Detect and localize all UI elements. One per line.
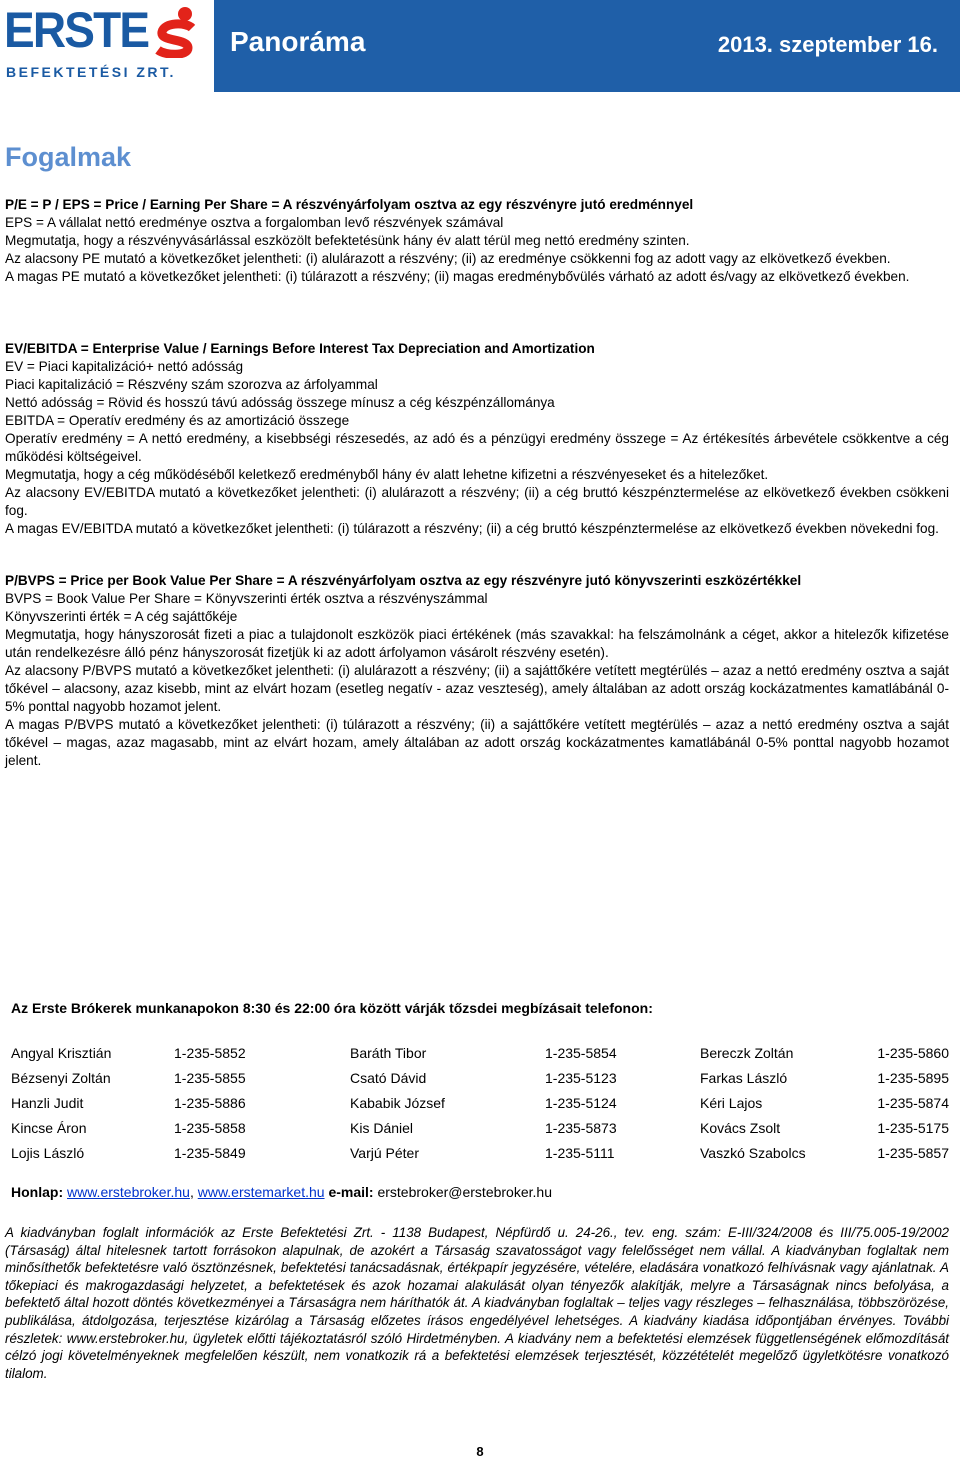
broker-phone: 1-235-5874 bbox=[877, 1095, 949, 1111]
ev-high: A magas EV/EBITDA mutató a következőket jelentheti: (i) túlárazott a részvény; (ii) a cég bruttó készpénztermelése az elkövetkező években növekedni fog. bbox=[5, 521, 939, 536]
header-banner bbox=[214, 0, 960, 92]
page-header bbox=[0, 0, 960, 92]
broker-phone: 1-235-5857 bbox=[877, 1145, 949, 1161]
publication-title: Panoráma bbox=[230, 26, 366, 57]
logo-subtitle: BEFEKTETÉSI ZRT. bbox=[6, 64, 176, 80]
net-debt-line: Nettó adósság = Rövid és hosszú távú adósság összege mínusz a cég készpénzállománya bbox=[5, 395, 555, 410]
erstemarket-link[interactable]: www.erstemarket.hu bbox=[197, 1184, 325, 1200]
broker-name: Hanzli Judit bbox=[11, 1095, 84, 1111]
pe-high: A magas PE mutató a következőket jelentheti: (i) túlárazott a részvény; (ii) magas eredménybővülés várható az adott és/vagy az elkövetkező években. bbox=[5, 269, 910, 284]
broker-name: Kovács Zsolt bbox=[700, 1120, 781, 1136]
pbv-definition: P/BVPS = Price per Book Value Per Share = A részvényárfolyam osztva az egy részvényre jutó könyvszerinti eszközértékkel bbox=[5, 573, 802, 588]
section-title: Fogalmak bbox=[5, 142, 132, 172]
broker-name: Bereczk Zoltán bbox=[700, 1045, 794, 1061]
pbv-high: A magas P/BVPS mutató a következőket jelentheti: (i) túlárazott a részvény; (ii) a sajáttőkére vetített megtérülés – azaz a nettó eredmény osztva a saját tőkével – magas, azaz magasabb, mint az elvárt hozam, amely általában az adott ország kockázatmentes kamatlábánál 0-5% ponttal nagyobb hozamot jelent. bbox=[5, 717, 949, 768]
email-address: erstebroker@erstebroker.hu bbox=[377, 1184, 552, 1200]
broker-name: Baráth Tibor bbox=[350, 1045, 427, 1061]
broker-phone: 1-235-5849 bbox=[174, 1145, 246, 1161]
pbv-low: Az alacsony P/BVPS mutató a következőket jelentheti: (i) alulárazott a részvény; (ii) a sajáttőkére vetített megtérülés – azaz a nettó eredmény osztva a saját tőkével – alacsony, azaz kisebb, mint az elvárt hozam (esetleg negatív - azaz veszteség), amely általában az adott ország kockázatmentes kamatlábánál 0-5% ponttal nagyobb hozamot jelent. bbox=[5, 663, 949, 714]
broker-name: Kincse Áron bbox=[11, 1120, 87, 1136]
broker-contacts bbox=[11, 1000, 949, 1214]
ev-meaning: Megmutatja, hogy a cég működéséből keletkező eredményből hány év alatt lehetne kifizetni a részvényeseket és a hitelezőket. bbox=[5, 467, 769, 482]
broker-phone: 1-235-5873 bbox=[545, 1120, 617, 1136]
ev-line: EV = Piaci kapitalizáció+ nettó adósság bbox=[5, 359, 244, 374]
publication-date: 2013. szeptember 16. bbox=[717, 32, 938, 57]
broker-name: Lojis László bbox=[11, 1145, 85, 1161]
broker-phone: 1-235-5175 bbox=[877, 1120, 949, 1136]
broker-phone: 1-235-5858 bbox=[174, 1120, 246, 1136]
broker-name: Kis Dániel bbox=[350, 1120, 414, 1136]
broker-phone: 1-235-5854 bbox=[545, 1045, 617, 1061]
broker-name: Vaszkó Szabolcs bbox=[700, 1145, 806, 1161]
broker-table bbox=[11, 1044, 949, 1162]
ebitda-line: EBITDA = Operatív eredmény és az amortizáció összege bbox=[5, 413, 350, 428]
erste-s-mark-icon bbox=[152, 6, 198, 58]
page-number: 8 bbox=[476, 1444, 484, 1459]
broker-name: Kababik József bbox=[350, 1095, 445, 1111]
broker-phone: 1-235-5111 bbox=[545, 1145, 615, 1161]
logo-wordmark: ERSTE bbox=[4, 2, 149, 58]
book-value-line: Könyvszerinti érték = A cég sajáttőkéje bbox=[5, 609, 238, 624]
erste-logo bbox=[0, 0, 214, 92]
bvps-line: BVPS = Book Value Per Share = Könyvszerinti érték osztva a részvényszámmal bbox=[5, 591, 488, 606]
broker-phone: 1-235-5124 bbox=[545, 1095, 617, 1111]
pe-low: Az alacsony PE mutató a következőket jelentheti: (i) alulárazott a részvény; (ii) az eredménye csökkenni fog az adott vagy az elkövetkező években. bbox=[5, 251, 891, 266]
broker-title: Az Erste Brókerek munkanapokon 8:30 és 22:00 óra között várják tőzsdei megbízásait telefonon: bbox=[11, 1000, 653, 1016]
email-label: e-mail: bbox=[328, 1184, 374, 1200]
operating-result-line: Operatív eredmény = A nettó eredmény, a kisebbségi részesedés, az adó és a pénzügyi eredmény összege = Az értékesítés árbevétele csökkentve a cég működési költségeivel. bbox=[5, 431, 949, 464]
pbv-meaning: Megmutatja, hogy hányszorosát fizeti a piac a tulajdonolt eszközök piaci értékének (más szavakkal: ha felszámolnánk a céget, akkor a hitelezők kifizetése után rendelkezésre álló pénz hányszorosát fizetjük ki az adott árfolyamon vásárolt részvény esetén). bbox=[5, 627, 949, 660]
homepage-label: Honlap: bbox=[11, 1184, 64, 1200]
broker-name: Farkas László bbox=[700, 1070, 788, 1086]
broker-phone: 1-235-5123 bbox=[545, 1070, 617, 1086]
contact-line bbox=[11, 1184, 949, 1200]
broker-phone: 1-235-5852 bbox=[174, 1045, 246, 1061]
pbv-block bbox=[5, 572, 949, 770]
ev-low: Az alacsony EV/EBITDA mutató a következőket jelentheti: (i) alulárazott a részvény; (ii) a cég bruttó készpénztermelése az elkövetkező években csökkeni fog. bbox=[5, 485, 949, 518]
broker-name: Kéri Lajos bbox=[700, 1095, 763, 1111]
legal-disclaimer: A kiadványban foglalt információk az Erste Befektetési Zrt. - 1138 Budapest, Népfürdő u. 24-26., tev. eng. szám: E-III/324/2008 és III/75.005-19/2002 (Társaság) által hitelesnek tartott forrásokon alapulnak, de azokért a Társaság szavatosságot vagy felelősséget nem vállal. A kiadványban foglaltak nem minősíthetők befektetésre való ösztönzésnek, befektetési tanácsadásnak, értékpapír jegyzésére, vételére, eladására vonatkozó felhívásnak vagy ajánlatnak. A tőkepiaci és makrogazdasági helyzetet, a befektetések és azok hozamai alakulását olyan tényezők alakítják, melyre a Társaságnak nincs befolyása, a befektető által hozott döntés következményei a Társaságra nem háríthatók át. A kiadványban foglaltak – teljes vagy részleges – felhasználása, többszörözése, publikálása, átdolgozása, terjesztése kizárólag a Társaság előzetes írásos engedélyével lehetséges. A kiadvány kiadása időpontjában érvényes. További részletek: www.erstebroker.hu, ügyletek előtti tájékoztatásról szóló Hirdetményben. A kiadvány nem a befektetési elemzések függetlenségének előmozdítását célzó jogi követelményeknek megfelelően készült, nem vonatkozik rá a befektetési elemzések terjesztését, közzétételét megelőző ügyletkötésre vonatkozó tilalom. bbox=[5, 1225, 949, 1381]
broker-phone: 1-235-5886 bbox=[174, 1095, 246, 1111]
eps-definition: EPS = A vállalat nettó eredménye osztva a forgalomban levő részvények számával bbox=[5, 215, 504, 230]
erstebroker-link[interactable]: www.erstebroker.hu bbox=[67, 1184, 190, 1200]
pe-definition: P/E = P / EPS = Price / Earning Per Share = A részvényárfolyam osztva az egy részvényre jutó eredménnyel bbox=[5, 197, 694, 212]
ev-ebitda-definition: EV/EBITDA = Enterprise Value / Earnings Before Interest Tax Depreciation and Amortization bbox=[5, 341, 595, 356]
broker-phone: 1-235-5855 bbox=[174, 1070, 246, 1086]
broker-name: Bézsenyi Zoltán bbox=[11, 1070, 111, 1086]
broker-phone: 1-235-5895 bbox=[877, 1070, 949, 1086]
broker-name: Angyal Krisztián bbox=[11, 1045, 112, 1061]
link-separator: , bbox=[189, 1184, 194, 1200]
broker-name: Csató Dávid bbox=[350, 1070, 427, 1086]
pe-meaning: Megmutatja, hogy a részvényvásárlással eszközölt befektetésünk hány év alatt térül meg nettó eredmény szinten. bbox=[5, 233, 690, 248]
ev-ebitda-block bbox=[5, 340, 949, 538]
market-cap-line: Piaci kapitalizáció = Részvény szám szorozva az árfolyammal bbox=[5, 377, 378, 392]
pe-definition-block bbox=[5, 196, 949, 286]
broker-phone: 1-235-5860 bbox=[877, 1045, 949, 1061]
broker-name: Varjú Péter bbox=[350, 1145, 419, 1161]
